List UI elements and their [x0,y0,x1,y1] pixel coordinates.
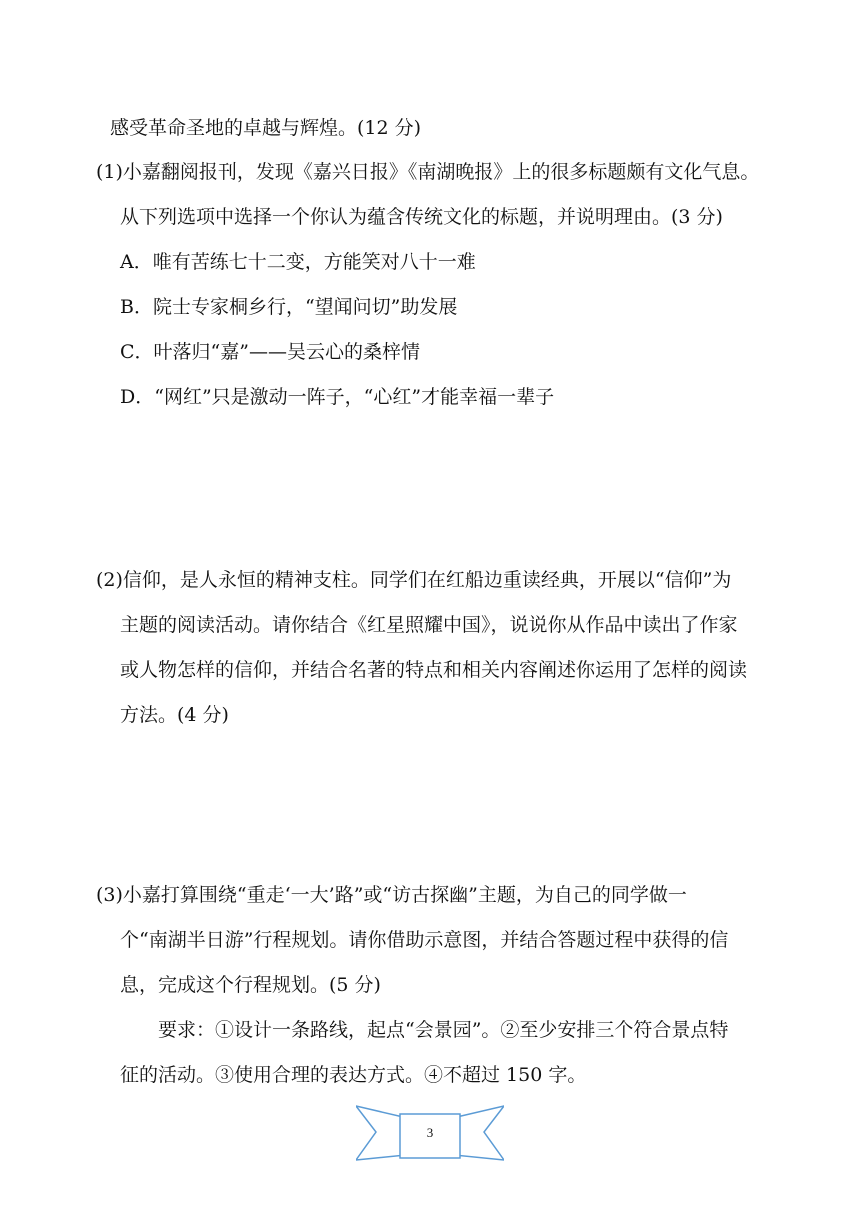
question-1-option-b: B．院士专家桐乡行，“望闻问切”助发展 [120,296,458,318]
question-2-line-2: 主题的阅读活动。请你结合《红星照耀中国》，说说你从作品中读出了作家 [120,614,738,636]
question-2-line-3: 或人物怎样的信仰，并结合名著的特点和相关内容阐述你运用了怎样的阅读 [120,659,748,681]
question-3-requirement-line-1: 要求：①设计一条路线，起点“会景园”。②至少安排三个符合景点特 [158,1019,729,1041]
question-1-option-a: A．唯有苦练七十二变，方能笑对八十一难 [120,251,476,273]
question-3-requirement-line-2: 征的活动。③使用合理的表达方式。④不超过 150 字。 [120,1064,587,1086]
question-1-option-c: C．叶落归“嘉”——吴云心的桑梓情 [120,341,420,363]
page-number: 3 [426,1125,434,1140]
intro-line: 感受革命圣地的卓越与辉煌。(12 分) [110,117,422,139]
question-2-line-4: 方法。(4 分) [120,704,229,726]
question-3-line-3: 息，完成这个行程规划。(5 分) [120,974,381,996]
page-number-ribbon [356,1102,504,1164]
question-1-option-d: D．“网红”只是激动一阵子，“心红”才能幸福一辈子 [120,386,555,408]
question-3-line-2: 个“南湖半日游”行程规划。请你借助示意图，并结合答题过程中获得的信 [120,929,729,951]
question-1-line-2: 从下列选项中选择一个你认为蕴含传统文化的标题，并说明理由。(3 分) [120,206,723,228]
question-2-line-1: (2)信仰，是人永恒的精神支柱。同学们在红船边重读经典，开展以“信仰”为 [96,569,732,591]
question-3-line-1: (3)小嘉打算围绕“重走‘一大’路”或“访古探幽”主题，为自己的同学做一 [96,884,687,906]
question-1-line-1: (1)小嘉翻阅报刊，发现《嘉兴日报》《南湖晚报》上的很多标题颇有文化气息。 [96,161,760,183]
